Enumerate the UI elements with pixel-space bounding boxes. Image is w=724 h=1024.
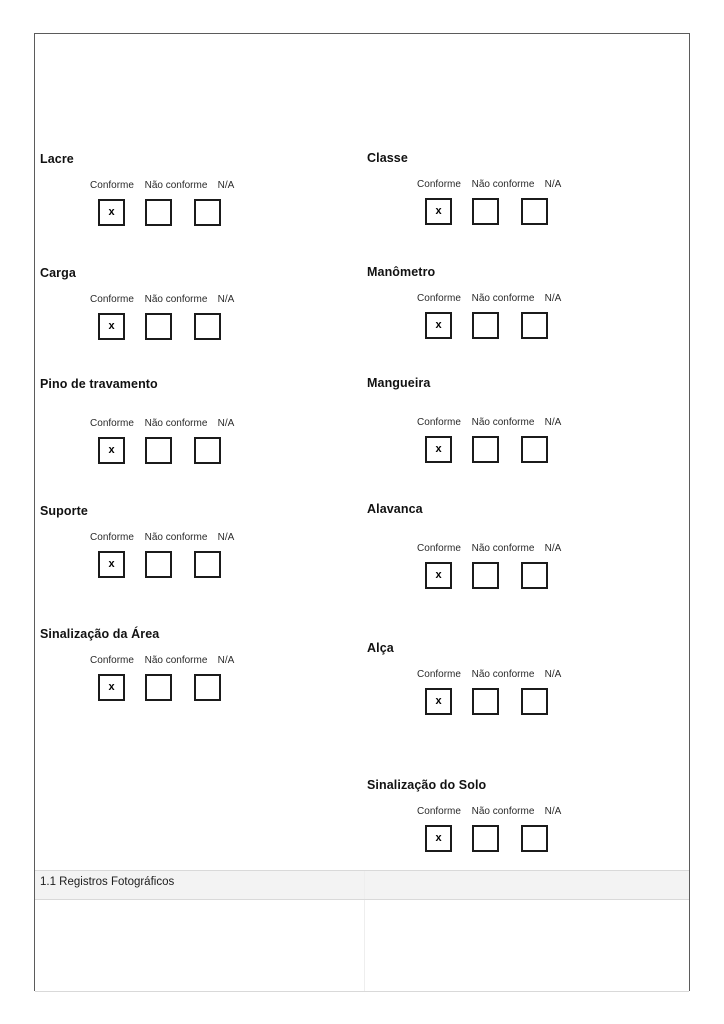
label-nao-conforme: Não conforme (144, 180, 208, 191)
label-conforme: Conforme (90, 532, 134, 543)
group-title: Mangueira (367, 376, 431, 390)
label-na: N/A (544, 669, 562, 680)
checkbox-nao-conforme[interactable] (145, 313, 172, 340)
option-row (84, 532, 240, 578)
group-title: Classe (367, 151, 408, 165)
group-title: Pino de travamento (40, 377, 158, 391)
option-row (84, 294, 240, 340)
label-nao-conforme: Não conforme (144, 294, 208, 305)
label-na: N/A (217, 294, 235, 305)
photo-slot-left[interactable] (35, 900, 364, 991)
checkbox-row (411, 198, 567, 225)
label-conforme: Conforme (90, 180, 134, 191)
check-group-classe (367, 151, 562, 217)
option-labels (84, 180, 240, 192)
checkbox-na[interactable] (521, 825, 548, 852)
checkbox-nao-conforme[interactable] (472, 688, 499, 715)
checkbox-na[interactable] (521, 436, 548, 463)
checkbox-nao-conforme[interactable] (145, 199, 172, 226)
check-group-manometro (367, 265, 562, 331)
check-group-pino-de-travamento (40, 377, 235, 456)
checkbox-nao-conforme[interactable] (145, 674, 172, 701)
group-title: Alça (367, 641, 394, 655)
checkbox-nao-conforme[interactable] (472, 312, 499, 339)
checkbox-na[interactable] (194, 199, 221, 226)
label-na: N/A (217, 655, 235, 666)
label-na: N/A (544, 806, 562, 817)
checkbox-conforme[interactable]: x (425, 198, 452, 225)
group-title: Alavanca (367, 502, 423, 516)
checkbox-row (84, 437, 240, 464)
table-header-row (35, 870, 689, 900)
checkbox-conforme[interactable]: x (425, 312, 452, 339)
group-title: Lacre (40, 152, 74, 166)
checkbox-row (411, 436, 567, 463)
checkbox-nao-conforme[interactable] (472, 436, 499, 463)
label-na: N/A (217, 180, 235, 191)
label-conforme: Conforme (417, 417, 461, 428)
check-group-carga (40, 266, 235, 332)
checkbox-conforme[interactable]: x (425, 562, 452, 589)
checkbox-nao-conforme[interactable] (145, 551, 172, 578)
checkbox-na[interactable] (194, 313, 221, 340)
option-labels (411, 543, 567, 555)
option-labels (84, 294, 240, 306)
label-nao-conforme: Não conforme (471, 179, 535, 190)
check-group-alca (367, 641, 562, 707)
option-row (411, 543, 567, 589)
checkbox-conforme[interactable]: x (98, 551, 125, 578)
label-conforme: Conforme (417, 669, 461, 680)
check-group-sinalizacao-da-area (40, 627, 235, 693)
checkbox-na[interactable] (521, 562, 548, 589)
checkbox-na[interactable] (194, 437, 221, 464)
option-labels (411, 179, 567, 191)
option-labels (411, 806, 567, 818)
label-na: N/A (544, 179, 562, 190)
checkbox-row (84, 313, 240, 340)
option-row (411, 669, 567, 715)
option-row (411, 179, 567, 225)
option-labels (411, 293, 567, 305)
label-nao-conforme: Não conforme (471, 293, 535, 304)
inspection-checklist (35, 34, 691, 870)
option-row (411, 417, 567, 463)
checkbox-row (411, 562, 567, 589)
group-title: Sinalização do Solo (367, 778, 487, 792)
checkbox-conforme[interactable]: x (98, 674, 125, 701)
option-labels (84, 655, 240, 667)
document-page (34, 33, 690, 991)
option-labels (411, 417, 567, 429)
label-na: N/A (544, 543, 562, 554)
photo-records-table (35, 870, 689, 990)
checkbox-row (84, 551, 240, 578)
checkbox-na[interactable] (521, 198, 548, 225)
table-header-cell-empty (364, 871, 689, 899)
label-nao-conforme: Não conforme (144, 532, 208, 543)
label-na: N/A (544, 417, 562, 428)
group-title: Sinalização da Área (40, 627, 160, 641)
checkbox-nao-conforme[interactable] (472, 562, 499, 589)
checkbox-row (84, 199, 240, 226)
check-group-alavanca (367, 502, 562, 581)
checkbox-nao-conforme[interactable] (145, 437, 172, 464)
checkbox-row (84, 674, 240, 701)
label-na: N/A (544, 293, 562, 304)
option-row (84, 180, 240, 226)
option-labels (84, 532, 240, 544)
label-nao-conforme: Não conforme (144, 418, 208, 429)
label-na: N/A (217, 418, 235, 429)
checkbox-na[interactable] (194, 551, 221, 578)
group-title: Carga (40, 266, 76, 280)
checkbox-row (411, 688, 567, 715)
label-nao-conforme: Não conforme (471, 669, 535, 680)
checkbox-conforme[interactable]: x (425, 436, 452, 463)
check-group-sinalizacao-do-solo (367, 778, 562, 844)
label-conforme: Conforme (417, 293, 461, 304)
check-group-suporte (40, 504, 235, 570)
label-conforme: Conforme (417, 806, 461, 817)
checkbox-conforme[interactable]: x (425, 825, 452, 852)
label-conforme: Conforme (90, 418, 134, 429)
group-title: Suporte (40, 504, 88, 518)
option-labels (411, 669, 567, 681)
check-group-mangueira (367, 376, 562, 455)
label-conforme: Conforme (417, 543, 461, 554)
photo-slot-right[interactable] (364, 900, 689, 991)
checkbox-conforme[interactable]: x (98, 313, 125, 340)
option-row (84, 655, 240, 701)
checkbox-conforme[interactable]: x (98, 199, 125, 226)
label-nao-conforme: Não conforme (471, 543, 535, 554)
checkbox-nao-conforme[interactable] (472, 198, 499, 225)
group-title: Manômetro (367, 265, 436, 279)
checkbox-conforme[interactable]: x (425, 688, 452, 715)
label-conforme: Conforme (90, 655, 134, 666)
checkbox-conforme[interactable]: x (98, 437, 125, 464)
option-row (84, 418, 240, 464)
checkbox-row (411, 825, 567, 852)
label-nao-conforme: Não conforme (471, 806, 535, 817)
table-header-cell-title: 1.1 Registros Fotográficos (40, 876, 175, 888)
checkbox-row (411, 312, 567, 339)
label-conforme: Conforme (417, 179, 461, 190)
checkbox-na[interactable] (194, 674, 221, 701)
checkbox-na[interactable] (521, 312, 548, 339)
label-na: N/A (217, 532, 235, 543)
option-row (411, 293, 567, 339)
check-group-lacre (40, 152, 235, 218)
table-body-row (35, 900, 689, 992)
checkbox-nao-conforme[interactable] (472, 825, 499, 852)
label-conforme: Conforme (90, 294, 134, 305)
checkbox-na[interactable] (521, 688, 548, 715)
option-row (411, 806, 567, 852)
label-nao-conforme: Não conforme (144, 655, 208, 666)
label-nao-conforme: Não conforme (471, 417, 535, 428)
option-labels (84, 418, 240, 430)
